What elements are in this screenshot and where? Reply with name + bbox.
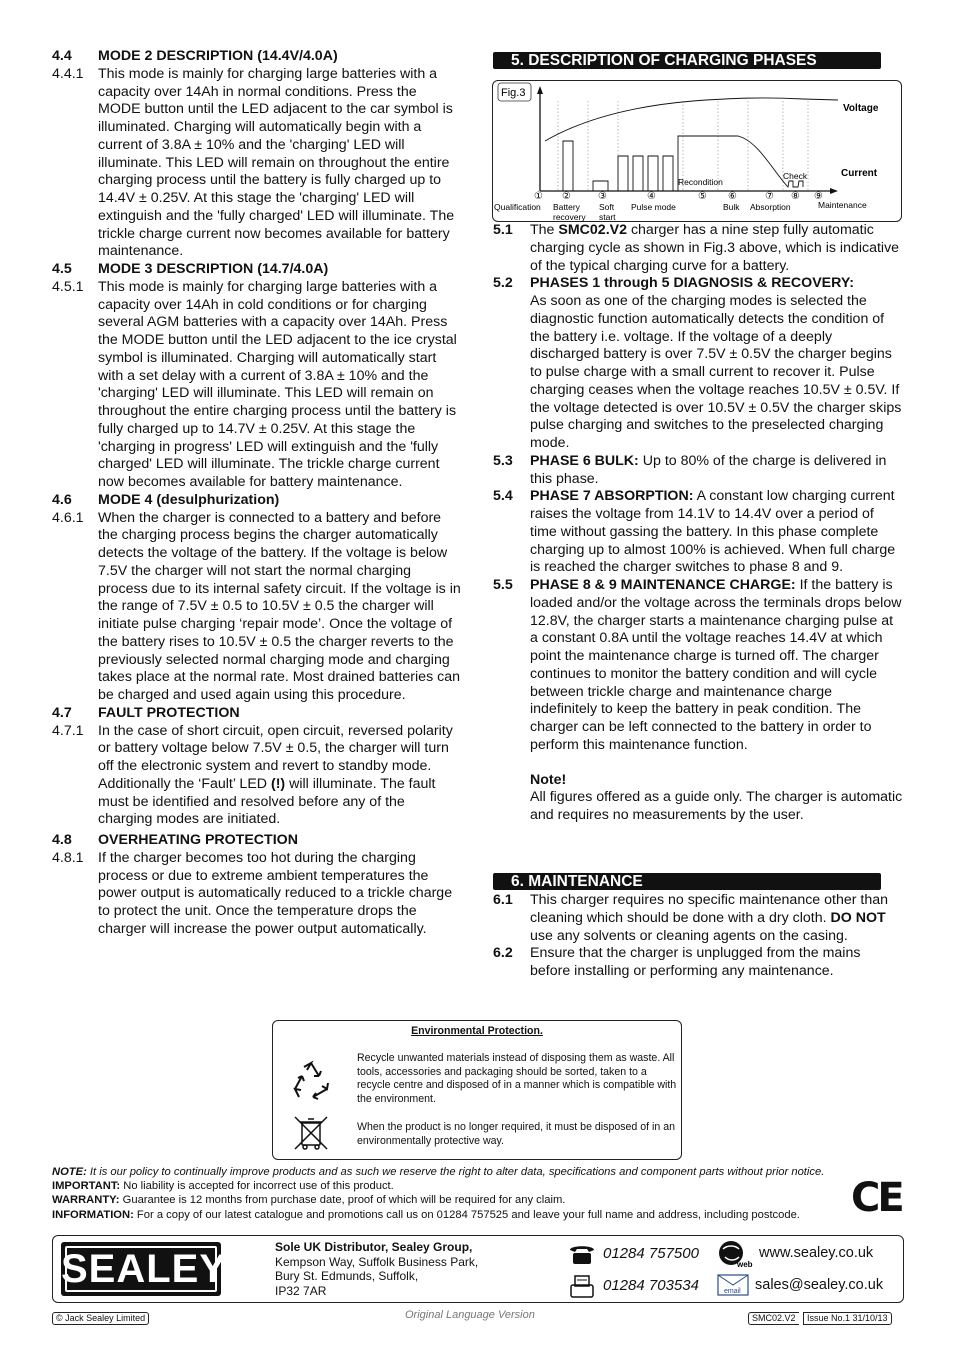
section-5-3	[493, 453, 903, 489]
section-number: 4.5	[52, 261, 72, 277]
phase-pulse-mode: Pulse mode	[631, 202, 676, 212]
section-number: 4.6	[52, 491, 72, 508]
section-5-2	[493, 275, 903, 453]
section-number: 4.4	[52, 48, 72, 64]
information-line: INFORMATION: For a copy of our latest catalogue and promotions call us on 01284 757525 and leave your full name and address, including postcode.	[52, 1208, 800, 1221]
phase-markers	[534, 191, 823, 202]
section-title: MODE 4 (desulphurization)	[98, 491, 280, 508]
section-5-banner: 5. DESCRIPTION OF CHARGING PHASES	[493, 52, 881, 69]
section-number: 4.4.1	[52, 65, 84, 82]
warranty-line: WARRANTY: Guarantee is 12 months from purchase date, proof of which will be required for any claim.	[52, 1194, 566, 1207]
phase-qualification: Qualification	[494, 202, 541, 212]
copyright-badge: © Jack Sealey Limited	[52, 1312, 149, 1325]
section-number: 4.5.1	[52, 278, 84, 295]
model-badge: SMC02.V2	[748, 1312, 799, 1325]
section-number: 4.8.1	[52, 849, 84, 866]
phase-start: start	[599, 212, 616, 222]
recondition-label: Recondition	[678, 177, 723, 187]
env-title: Environmental Protection.	[411, 1025, 543, 1037]
section-text: The SMC02.V2 charger has a nine step fully automatic charging cycle as shown in Fig.3 above, which is indicative of the typical charging curve for a battery.	[530, 222, 900, 274]
section-4-4-1	[52, 66, 462, 261]
phase-maintenance: Maintenance	[818, 200, 867, 210]
section-4-7-1	[52, 723, 462, 830]
marker-8: ⑧	[791, 191, 800, 202]
section-title: MODE 2 DESCRIPTION (14.4V/4.0A)	[98, 48, 338, 64]
section-4-4	[52, 48, 462, 66]
section-title: PHASE 8 & 9 MAINTENANCE CHARGE:	[530, 577, 796, 593]
section-text: Up to 80% of the charge is delivered in this phase.	[530, 452, 887, 487]
section-text: This mode is mainly for charging large batteries with a capacity over 14Ah in normal conditions. Press the MODE button until the LED adjacent to the car symbol is illuminated. Charging will automatically begin with a current of 3.8A ± 10% and the 'charging' LED will illuminate. This LED will remain on throughout the entire charging process until the battery is fully charged up to 14.4V ± 0.25V. At this stage the 'charging' LED will extinguish and the 'fully charged' LED will illuminate. The trickle charge current now becomes available for battery maintenance.	[98, 65, 455, 260]
language-version: Original Language Version	[405, 1309, 535, 1321]
ce-mark-icon: CE	[851, 1175, 902, 1221]
section-number: 6.1	[493, 892, 513, 908]
section-number: 5.5	[493, 577, 513, 593]
svg-text:web: web	[737, 1260, 753, 1269]
charging-phases-figure	[492, 80, 902, 222]
marker-3: ③	[598, 191, 607, 202]
section-title: PHASE 6 BULK:	[530, 452, 639, 469]
phase-battery: Battery	[553, 202, 580, 212]
y-axis-arrow	[537, 86, 543, 94]
note-text: All figures offered as a guide only. The charger is automatic and requires no measurements by the user.	[530, 789, 903, 823]
section-text: When the charger is connected to a battery and before the charging process begins the charger automatically detects the voltage of the battery. If the voltage is below 7.5V the charger will not start the normal charging process due to its internal safety circuit. If the voltage is in the range of 7.5V ± 0.5 to 10.5V ± 0.5 the charger will initiate pulse charging ‘repair mode’. Once the voltage of the battery rises to 10.5V ± 0.5 the charger reverts to the previously selected normal charging mode and charging takes place at the normal rate. Most drained batteries can be charged and used again using this procedure.	[98, 509, 461, 703]
section-6-banner: 6. MAINTENANCE	[493, 873, 881, 890]
phase-absorption: Absorption	[750, 202, 791, 212]
marker-2: ②	[562, 191, 571, 202]
section-text: If the battery is loaded and/or the voltage across the terminals drops below 12.8V, the charger starts a maintenance charging pulse at a constant 0.8A until the voltage reaches 14.4V at which point the maintenance charge is turned off. The charger continues to monitor the battery condition and will cycle between trickle charge and maintenance charge indefinitely to keep the battery in peak condition. The charger can be left connected to the battery in order to perform this maintenance function.	[530, 577, 902, 753]
phase-labels	[494, 200, 867, 222]
important-line: IMPORTANT: No liability is accepted for incorrect use of this product.	[52, 1180, 394, 1193]
email-icon	[717, 1274, 749, 1296]
sealey-logo: SEALEY	[61, 1242, 221, 1296]
section-5-5	[493, 577, 903, 755]
section-text: A constant low charging current raises the voltage from 14.1V to 14.4V over a period of time without gassing the battery. In this phase complete charging up to almost 100% is achieved. When full charge is reached the charger switches to phase 8 and 9.	[530, 488, 896, 576]
section-number: 6.2	[493, 945, 513, 962]
section-text: In the case of short circuit, open circuit, reversed polarity or battery voltage below 7.5V ± 0.5, the charger will turn off the electronic system and revert to standby mode. Additionally the ‘Fault’ LED (!) will illuminate. The fault must be identified and resolved before any of the charging modes are initiated.	[98, 722, 453, 828]
env-recycle-text: Recycle unwanted materials instead of disposing them as waste. All tools, accessories and packaging should be sorted, taken to a recycle centre and disposed of in a manner which is compatible with the environment.	[357, 1052, 677, 1105]
phone-number[interactable]: 01284 757500	[603, 1245, 699, 1262]
section-text: This mode is mainly for charging large batteries with a capacity over 14Ah in cold conditions or for charging several AGM batteries with a capacity over 14Ah. Press the MODE button until the LED adjacent to the ice crystal symbol is illuminated. Charging will automatically start with a set delay with a current of 3.8A ± 10% and the 'charging' LED will illuminate. This LED will remain on throughout the entire charging process until the battery is fully charged up to 14.7V ± 0.25V. At this stage the 'charging in progress' LED will extinguish and the 'fully charged' LED will illuminate. The trickle charge current now becomes available for battery maintenance.	[98, 278, 457, 490]
web-icon	[717, 1239, 755, 1269]
note-line: NOTE: It is our policy to continually improve products and as such we reserve the right to alter data, specifications and component parts without prior notice.	[52, 1166, 825, 1178]
x-axis-arrow	[830, 188, 838, 194]
section-6-2	[493, 945, 903, 981]
section-4-6-1	[52, 510, 462, 705]
marker-6: ⑥	[728, 191, 737, 202]
email-link[interactable]: sales@sealey.co.uk	[755, 1277, 884, 1293]
section-number: 4.8	[52, 832, 72, 848]
check-label: Check	[783, 171, 808, 181]
environmental-protection-box	[272, 1020, 682, 1160]
marker-1: ①	[534, 191, 543, 202]
recycle-icon	[289, 1059, 333, 1103]
section-title: OVERHEATING PROTECTION	[98, 832, 298, 848]
distributor-address: Sole UK Distributor, Sealey Group, Kempson Way, Suffolk Business Park, Bury St. Edmunds, Suffolk, IP32 7AR	[275, 1240, 479, 1298]
phase-bulk: Bulk	[723, 202, 740, 212]
maintenance-column	[493, 892, 903, 981]
section-6-1	[493, 892, 903, 945]
section-title: PHASES 1 through 5 DIAGNOSIS & RECOVERY:	[530, 275, 854, 292]
section-4-8	[52, 832, 462, 850]
section-4-5-1	[52, 279, 462, 492]
section-text: As soon as one of the charging modes is selected the diagnostic function automatically detects the condition of the battery i.e. voltage. If the voltage of a deeply discharged battery is over 7.5V ± 0.5V the charger begins to pulse charge with a small current to recover it. Pulse charging ceases when the voltage reaches 10.5V ± 0.5V. If the voltage detected is over 10.5V ± 0.5V the charger skips pulse charging and switches to the preselected charging mode.	[530, 293, 902, 451]
marker-4: ④	[647, 191, 656, 202]
footer-contact-box	[52, 1235, 904, 1303]
section-number: 5.1	[493, 222, 513, 238]
weee-bin-icon	[291, 1113, 331, 1153]
env-disposal-text: When the product is no longer required, it must be disposed of in an environmentally protective way.	[357, 1121, 675, 1147]
section-4-7	[52, 705, 462, 723]
fig-label: Fig.3	[501, 87, 526, 99]
website-link[interactable]: www.sealey.co.uk	[759, 1245, 874, 1261]
section-title: FAULT PROTECTION	[98, 704, 240, 721]
legal-notes	[52, 1165, 892, 1222]
section-number: 4.7	[52, 704, 72, 721]
section-5-1	[493, 222, 903, 275]
marker-9: ⑨	[814, 191, 823, 202]
phone-icon	[567, 1242, 597, 1266]
section-number: 5.3	[493, 452, 513, 469]
phase-soft: Soft	[599, 202, 615, 212]
right-column	[493, 222, 903, 825]
section-number: 4.6.1	[52, 509, 84, 526]
note-title: Note!	[530, 771, 567, 788]
section-text: This charger requires no specific maintenance other than cleaning which should be done with a dry cloth. DO NOT use any solvents or cleaning agents on the casing.	[530, 892, 889, 944]
fax-number[interactable]: 01284 703534	[603, 1277, 699, 1294]
section-4-6	[52, 492, 462, 510]
left-column	[52, 48, 462, 939]
section-number: 5.4	[493, 488, 513, 505]
section-number: 5.2	[493, 275, 513, 292]
issue-badge: Issue No.1 31/10/13	[803, 1312, 892, 1325]
section-4-8-1	[52, 850, 462, 939]
voltage-curve	[545, 98, 838, 141]
note-block	[493, 772, 903, 825]
current-label: Current	[841, 168, 878, 179]
section-4-5	[52, 261, 462, 279]
charging-curve-diagram	[493, 81, 903, 223]
section-number: 4.7.1	[52, 722, 84, 739]
section-5-4	[493, 488, 903, 577]
section-title: PHASE 7 ABSORPTION:	[530, 488, 694, 505]
section-title: MODE 3 DESCRIPTION (14.7/4.0A)	[98, 261, 329, 277]
section-text: Ensure that the charger is unplugged from the mains before installing or performing any maintenance.	[530, 945, 861, 979]
section-text: If the charger becomes too hot during the charging process or due to extreme ambient temperatures the power output is automatically reduced to a trickle charge to protect the unit. Once the temperature drops the charger will increase the power output automatically.	[98, 849, 453, 937]
fax-icon	[567, 1273, 597, 1299]
phase-recovery: recovery	[553, 212, 586, 222]
voltage-label: Voltage	[843, 103, 879, 114]
svg-text:email: email	[724, 1288, 741, 1295]
marker-7: ⑦	[765, 191, 774, 202]
marker-5: ⑤	[698, 191, 707, 202]
